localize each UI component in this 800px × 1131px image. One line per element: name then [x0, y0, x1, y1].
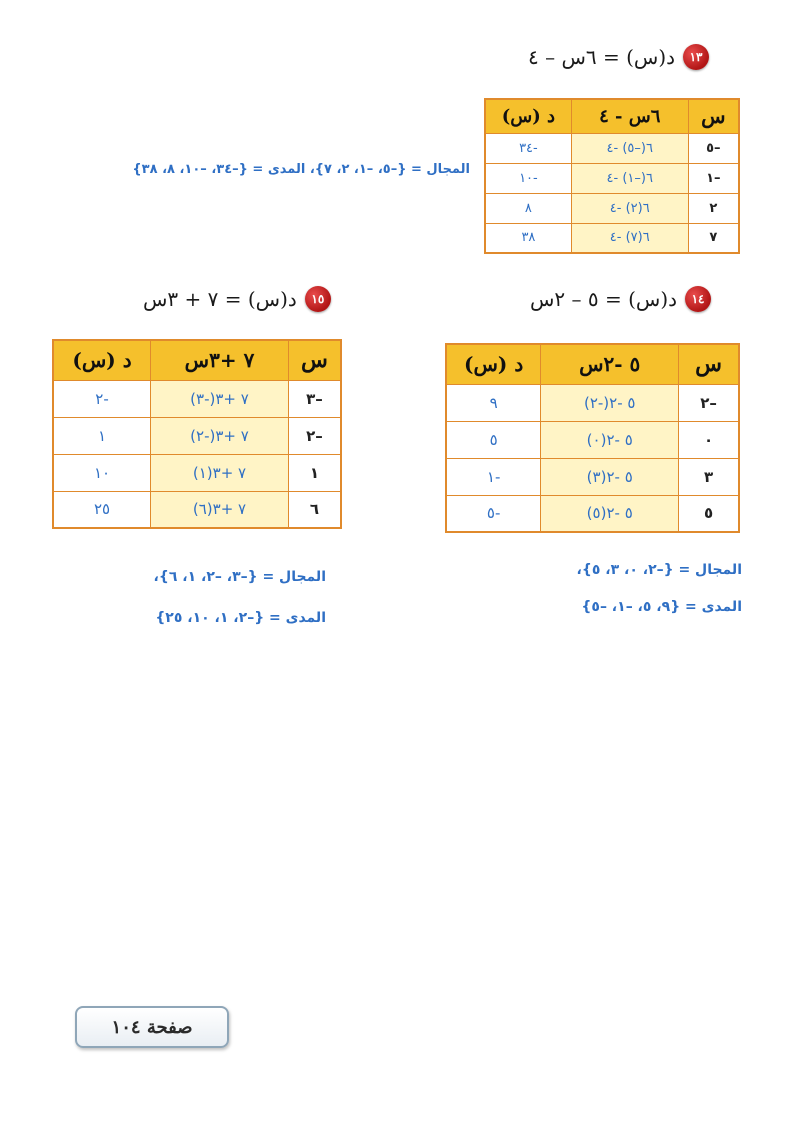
cell-expression: ٥ -٢(٣) — [541, 458, 679, 495]
problem-15-number-badge: ١٥ — [305, 286, 331, 312]
cell-value: -٢ — [53, 380, 151, 417]
table-row — [53, 380, 341, 417]
problem-15-table — [52, 339, 342, 529]
cell-expression: ٦(٢) -٤ — [571, 193, 688, 223]
cell-expression: ٧ +٣(١) — [151, 454, 289, 491]
header-fx: د (س) — [446, 344, 541, 384]
header-x: س — [679, 344, 739, 384]
problem-13-domain-range: المجال = {–٥، –١، ٢، ٧}، المدى = {–٣٤، –١٠، ٨، ٣٨} — [132, 162, 470, 177]
problem-14-number-badge: ١٤ — [685, 286, 711, 312]
problem-14-table — [445, 343, 740, 533]
table-row — [485, 163, 739, 193]
table-row — [53, 417, 341, 454]
cell-expression: ٧ +٣(٦) — [151, 491, 289, 528]
cell-x: ٥ — [679, 495, 739, 532]
cell-value: -١٠ — [485, 163, 571, 193]
page-number-box — [75, 1006, 229, 1048]
cell-x: –٥ — [688, 133, 739, 163]
cell-value: ٢٥ — [53, 491, 151, 528]
cell-expression: ٧ +٣(-٢) — [151, 417, 289, 454]
cell-expression: ٦(–١) -٤ — [571, 163, 688, 193]
cell-expression: ٥ -٢(٥) — [541, 495, 679, 532]
cell-x: ١ — [288, 454, 341, 491]
problem-13-equation: د(س) = ٦س – ٤ — [528, 45, 676, 69]
table-row — [485, 223, 739, 253]
header-fx: د (س) — [485, 99, 571, 133]
cell-x: ٦ — [288, 491, 341, 528]
problem-13-heading — [528, 44, 709, 70]
cell-value: -١ — [446, 458, 541, 495]
header-expression: ٥ -٢س — [541, 344, 679, 384]
cell-expression: ٥ -٢(٠) — [541, 421, 679, 458]
cell-value: ٨ — [485, 193, 571, 223]
header-fx: د (س) — [53, 340, 151, 380]
table-row — [53, 491, 341, 528]
cell-value: -٥ — [446, 495, 541, 532]
cell-expression: ٥ -٢(-٢) — [541, 384, 679, 421]
table-row — [485, 193, 739, 223]
cell-x: ٧ — [688, 223, 739, 253]
problem-14-domain: المجال = {–٢، ٠، ٣، ٥}، — [576, 562, 742, 578]
cell-value: ١٠ — [53, 454, 151, 491]
cell-expression: ٦(–٥) -٤ — [571, 133, 688, 163]
problem-15-heading — [143, 286, 331, 312]
table-row — [485, 133, 739, 163]
problem-14-heading — [530, 286, 711, 312]
table-row — [446, 384, 739, 421]
problem-15-equation: د(س) = ٧ + ٣س — [143, 287, 297, 311]
cell-value: ١ — [53, 417, 151, 454]
cell-x: –١ — [688, 163, 739, 193]
header-x: س — [288, 340, 341, 380]
cell-value: -٣٤ — [485, 133, 571, 163]
header-expression: ٧ +٣س — [151, 340, 289, 380]
cell-value: ٥ — [446, 421, 541, 458]
header-x: س — [688, 99, 739, 133]
header-expression: ٦س - ٤ — [571, 99, 688, 133]
cell-value: ٣٨ — [485, 223, 571, 253]
page-number-label: صفحة ١٠٤ — [111, 1016, 193, 1038]
table-row — [446, 495, 739, 532]
table-row — [446, 458, 739, 495]
problem-13-table — [484, 98, 740, 254]
cell-expression: ٧ +٣(-٣) — [151, 380, 289, 417]
cell-expression: ٦(٧) -٤ — [571, 223, 688, 253]
table-row — [446, 421, 739, 458]
problem-15-range: المدى = {–٢، ١، ١٠، ٢٥} — [155, 610, 326, 626]
cell-x: –٢ — [679, 384, 739, 421]
cell-value: ٩ — [446, 384, 541, 421]
table-row — [53, 454, 341, 491]
problem-13-number-badge: ١٣ — [683, 44, 709, 70]
cell-x: –٢ — [288, 417, 341, 454]
cell-x: ٠ — [679, 421, 739, 458]
cell-x: ٢ — [688, 193, 739, 223]
problem-15-domain: المجال = {–٣، –٢، ١، ٦}، — [153, 569, 326, 585]
cell-x: ٣ — [679, 458, 739, 495]
cell-x: –٣ — [288, 380, 341, 417]
problem-14-equation: د(س) = ٥ – ٢س — [530, 287, 678, 311]
problem-14-range: المدى = {٩، ٥، –١، –٥} — [581, 599, 742, 615]
